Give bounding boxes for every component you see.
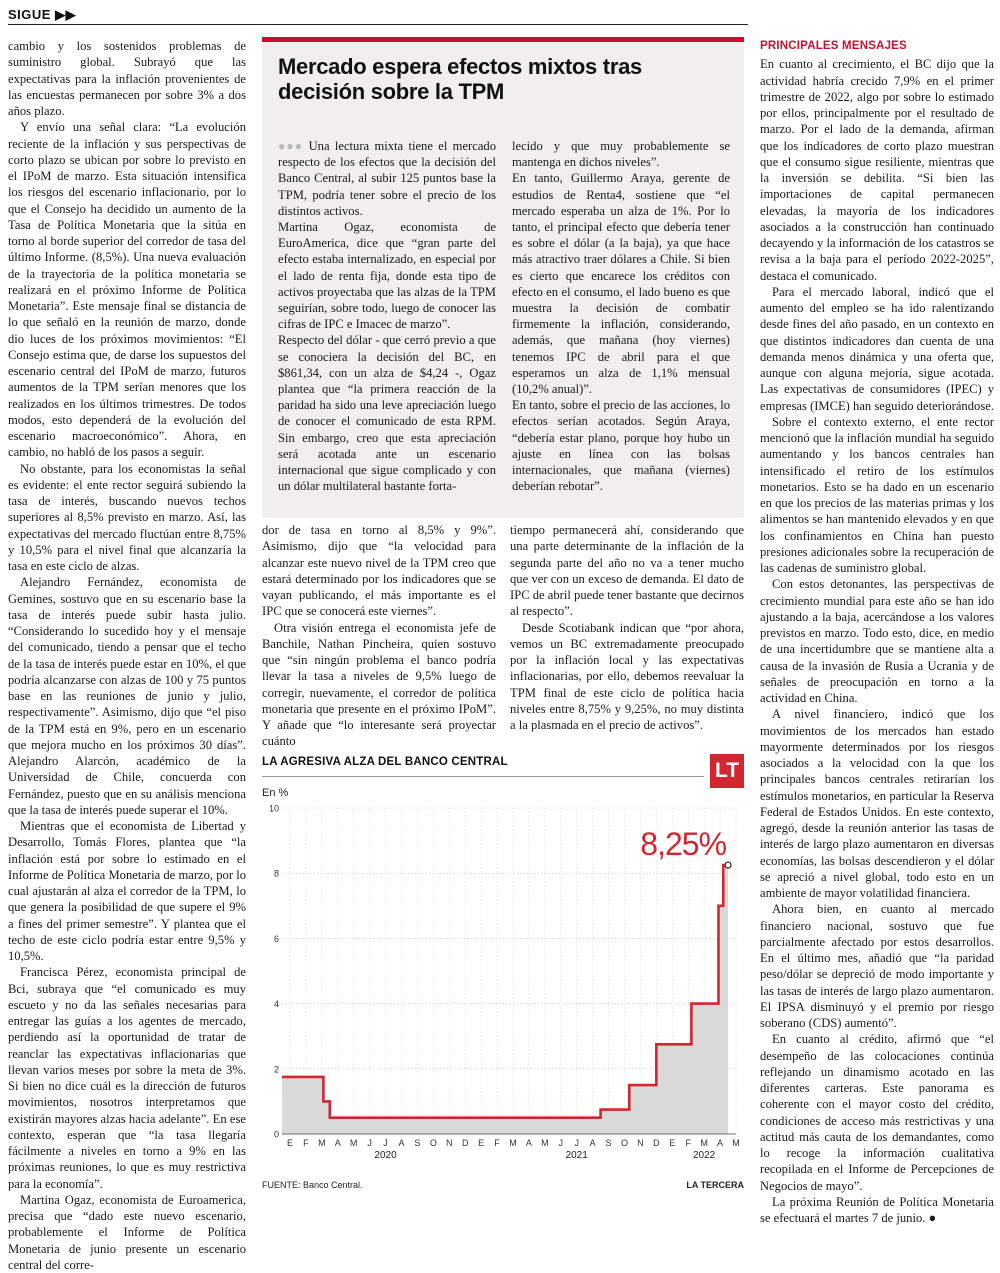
la-tercera-logo: LT xyxy=(710,754,744,788)
year-label: 2020 xyxy=(374,1150,397,1161)
x-tick-label: O xyxy=(429,1138,437,1148)
paragraph: Otra visión entrega el economista jefe de Banchile, Nathan Pincheira, quien sostuvo que “sin ningún problema el banco podría llevar la tasa a niveles de 9,5% luego de corregir, nuevamente, el corredor de política monetaria que presente en el próximo IPoM”. Y añade que “lo interesante será proyectar cuánto xyxy=(262,620,496,749)
x-tick-label: F xyxy=(494,1138,500,1148)
x-tick-label: A xyxy=(398,1138,405,1148)
x-tick-label: M xyxy=(541,1138,549,1148)
tpm-chart xyxy=(262,752,744,1198)
x-tick-label: N xyxy=(637,1138,644,1148)
paragraph: En cuanto al crecimiento, el BC dijo que la actividad habría crecido 7,9% en el primer trimestre de 2022, algo por sobre lo estimado por ellos, principalmente por el resultado de marzo. Por el lado de la demanda, afirman que los indicadores de corto plazo muestran que el consumo sigue resiliente, mientras que la inversión se debilita. “Si bien las importaciones de capital permanecen elevadas, la mayoría de los indicadores asociados a la construcción han continuado decayendo y la información de los catastros se revisa a la baja para el período 2022-2025”, destaca el comunicado. xyxy=(760,57,994,283)
tpm-area xyxy=(282,865,728,1134)
x-tick-label: E xyxy=(286,1138,293,1148)
x-tick-label: A xyxy=(525,1138,532,1148)
tpm-highlight-label: 8,25% xyxy=(640,826,727,863)
box-column-1 xyxy=(278,138,496,494)
chart-title: LA AGRESIVA ALZA DEL BANCO CENTRAL xyxy=(262,756,508,768)
paragraph: La próxima Reunión de Política Monetaria se efectuará el martes 7 de junio. ● xyxy=(760,1194,994,1225)
x-tick-label: S xyxy=(605,1138,612,1148)
paragraph: Martina Ogaz, economista de EuroAmerica, dice que “gran parte del efecto estaba internalizado, en especial por el lado de renta fija, donde esta tipo de activos proyectaba que las alzas de la TPM seguirían, sobre todo, luego de conocer las cifras de IPC e Imacec de marzo”. xyxy=(278,220,496,332)
paragraph: Para el mercado laboral, indicó que el aumento del empleo se ha ido ralentizando desde fines del año pasado, en un contexto en que distintos indicadores dan cuenta de una demanda menos dinámica y una oferta que, aunque con alguna mejoría, sigue acotada. Las expectativas de consumidores (IPEC) y empresas (IMCE) han seguido deteriorándose. xyxy=(760,284,994,413)
paragraph: Desde Scotiabank indican que “por ahora, vemos un BC extremadamente preocupado por la inflación local y las expectativas inflacionarias, por ello, debemos reevaluar la TPM final de este ciclo de política hacia niveles entre 8,75% y 9,25%, no muy distinta a la plasmada en el precio de activos”. xyxy=(510,620,744,732)
box-column-2 xyxy=(512,138,730,494)
section-heading: PRINCIPALES MENSAJES xyxy=(760,40,907,52)
y-tick-label: 6 xyxy=(273,933,279,944)
x-tick-label: J xyxy=(558,1138,564,1148)
x-tick-label: N xyxy=(446,1138,453,1148)
x-tick-label: O xyxy=(620,1138,628,1148)
x-tick-label: A xyxy=(334,1138,341,1148)
x-tick-label: J xyxy=(367,1138,372,1148)
year-label: 2022 xyxy=(693,1150,716,1161)
paragraph: En tanto, sobre el precio de las acciones, lo efectos serían acotados. Según Araya, “debería estar plano, porque hoy hubo un ajuste en línea con las bolsas internacionales, que mañana (viernes) deberían rebotar”. xyxy=(512,398,730,494)
x-tick-label: A xyxy=(589,1138,596,1148)
sidebar-box xyxy=(262,37,744,518)
x-tick-label: E xyxy=(478,1138,485,1148)
section-header xyxy=(8,6,748,25)
chart-source: FUENTE: Banco Central. xyxy=(262,1180,363,1190)
y-axis-label: En % xyxy=(262,787,289,799)
paragraph: Francisca Pérez, economista principal de Bci, subraya que “el comunicado es muy escueto y no da las señales necesarias para entregar las guías a los agentes de mercado, perdiendo así la oportunidad de tratar de reanclar las expectativas inflacionarias que llevan varios meses por sobre la meta de 3%. Si bien no dice cuál es la dirección de futuros movimientos, nosotros interpretamos que existirán mayores alzas hacia adelante”. En ese contexto, esperan que “la tasa llegaría fácilmente a niveles en torno a 9% en las próximas reuniones, lo que es muy restrictiva para la economía”. xyxy=(8,965,246,1191)
paragraph: Con estos detonantes, las perspectivas de crecimiento mundial para este año se han ido ajustando a la baja, acercándose a los valores previstos en marzo. Todo esto, dice, en medio de una incertidumbre que se mantiene alta a causa de la invasión de Rusia a Ucrania y de señales de preocupación en torno a la actividad en China. xyxy=(760,577,994,705)
paragraph: Alejandro Fernández, economista de Gemines, sostuvo que en su escenario base la tasa de interés puede subir hasta julio. “Considerando lo sucedido hoy y el mensaje del comunicado, tiendo a pensar que el techo de la tasa de interés puede estar en 10%, el que podría alcanzarse con alzas de 100 y 75 puntos base en las reuniones de junio y julio, respectivamente”. Asimismo, dijo que “el piso de la TPM está en 9%, pero en un escenario que mejora mucho en los próximos 30 días”. Alejandro Alarcón, académico de la Universidad de Chile, concuerda con Fernández, puesto que en su análisis menciona que la tasa de interés puede superar el 10%. xyxy=(8,575,246,817)
x-tick-label: D xyxy=(653,1138,660,1148)
middle-article-column-1 xyxy=(262,522,496,750)
paragraph: Y envío una señal clara: “La evolución reciente de la inflación y sus perspectivas de corto plazo se ubican por sobre lo previsto en el IPoM de marzo. Esta situación intensifica los riesgos del escenario inflacionario, por lo que el Consejo ha decidido un aumento de la Tasa de Política Monetaria que la sitúa en torno al borde superior del corredor de tasa del último Informe. (8,5%). Una nueva evaluación de la trayectoria de la política monetaria se realizará en el próximo Informe de Política Monetaria”. Este mensaje final se distancia de lo que señaló en la reunión de marzo, donde dio luces de los próximos movimientos: “El Consejo estima que, de darse los supuestos del escenario central del IPoM de marzo, futuros aumentos de la TPM serían menores que los realizados en los últimos trimestres. De todos modos, esto dependerá de la evolución del escenario macroeconómico”. Ahora, en cambio, no habló de los pasos a seguir. xyxy=(8,120,246,460)
x-tick-label: D xyxy=(461,1138,469,1148)
paragraph: lecido y que muy probablemente se mantenga en dichos niveles”. xyxy=(512,139,730,170)
year-label: 2021 xyxy=(565,1150,588,1161)
y-tick-label: 4 xyxy=(273,999,279,1010)
paragraph: Martina Ogaz, economista de Euroamerica, precisa que “dado este nuevo escenario, probablemente el Informe de Política Monetaria de junio presente un escenario central del corre- xyxy=(8,1192,246,1272)
paragraph: En cuanto al crédito, afirmó que “el desempeño de las colocaciones continúa reflejando un dinamismo acotado en las diferentes carteras. Este panorama es coherente con el mayor costo del crédito, condiciones de acceso más restrictivas y una actitud más cauta de los demandantes, como lo recoge la información cualitativa recopilada en el Informe de Percepciones de Negocios de mayo”. xyxy=(760,1032,994,1193)
x-tick-label: M xyxy=(318,1138,326,1148)
end-mark-icon: ● xyxy=(928,1211,937,1225)
paragraph: ●●● Una lectura mixta tiene el mercado respecto de los efectos que la decisión del Banco Central, al subir 125 puntos base la TPM, podría tener sobre el precio de los distintos activos. xyxy=(278,139,496,218)
paragraph: Respecto del dólar - que cerró previo a que se conociera la decisión del BC, en $861,34, con un alza de $4,24 -, Ogaz plantea que “la primera reacción de la paridad ha sido una leve apreciación luego de conocer el comunicado de esta RPM. Sin embargo, creo que esta apreciación será acotada ante un escenario internacional que sigue complicado y con un dólar multilateral bastante forta- xyxy=(278,333,496,494)
x-tick-label: E xyxy=(669,1138,676,1148)
bullet-dots-icon: ●●● xyxy=(278,139,304,153)
x-tick-label: M xyxy=(509,1138,517,1148)
paragraph: Ahora bien, en cuanto al mercado financiero nacional, sostuvo que fue parcialmente afectado por estos desarrollos. En el último mes, añadió que “la paridad peso/dólar se depreció de modo importante y las tasas de interés de largo plazo aumentaron. El IPSA disminuyó y el premio por riesgo soberano (CDS) aumentó”. xyxy=(760,902,994,1030)
paragraph: No obstante, para los economistas la señal es evidente: el ente rector seguirá subiendo la tasa de interés, buscando nuevos techos superiores al 8,5% previsto en marzo. Así, las expectativas del mercado fluctúan entre 8,75% y 10,5% para el nivel final que alcanzaría la tasa en este ciclo de alzas. xyxy=(8,461,246,573)
x-tick-label: S xyxy=(414,1138,421,1148)
chart-divider xyxy=(262,776,704,777)
tpm-endpoint-marker xyxy=(725,862,731,868)
paragraph: Sobre el contexto externo, el ente rector mencionó que la inflación mundial ha seguido aumentando y los bancos centrales han intensificado el retiro de los estímulos monetarios. Esto se ha dado en un escenario en que los precios de las materias primas y los alimentos se han mantenido elevados y en que los confinamientos en China han puesto presiones adicionales sobre la recuperación de las cadenas de suministro global. xyxy=(760,414,994,575)
x-tick-label: J xyxy=(574,1138,579,1148)
paragraph: dor de tasa en torno al 8,5% y 9%”. Asimismo, dijo que “la velocidad para alcanzar este nuevo nivel de la TPM creo que estará determinado por los indicadores que se vayan publicando, el más importante es el IPC que se conocerá este viernes”. xyxy=(262,523,496,619)
y-tick-label: 2 xyxy=(273,1064,279,1075)
x-tick-label: M xyxy=(349,1138,358,1148)
x-tick-label: J xyxy=(383,1138,388,1148)
continued-label: SIGUE ▶▶ xyxy=(8,7,77,22)
right-article-column xyxy=(760,38,994,1225)
publication-name: LA TERCERA xyxy=(686,1180,744,1190)
paragraph: tiempo permanecerá ahí, considerando que una parte determinante de la inflación de la segunda parte del año no va a tener mucho que ver con un exceso de demanda. El dato de IPC de abril puede tener bastante que decirnos al respecto”. xyxy=(510,523,744,619)
x-tick-label: F xyxy=(685,1138,691,1148)
paragraph: cambio y los sostenidos problemas de suministro global. Subrayó que las expectativas para la inflación provenientes de las encuestas permanecen por sobre 3% a dos años plazo. xyxy=(8,39,246,118)
paragraph: A nivel financiero, indicó que los movimientos de los mercados han estado mayormente determinados por los riesgos asociados a la velocidad con la que los principales bancos centrales retirarían los estímulos monetarios, en particular la Reserva Federal de Estados Unidos. En este contexto, agregó, desde la reunión anterior las tasas de interés de largo plazo aumentaron en diversas economías, las bolsas descendieron y el dólar se apreció a nivel global, todo esto en un ambiente de mayor volatilidad financiera. xyxy=(760,707,994,900)
left-article-column xyxy=(8,38,246,1272)
paragraph: Mientras que el economista de Libertad y Desarrollo, Tomás Flores, plantea que “la inflación está por sobre lo estimado en el Informe de Política Monetaria de marzo, por lo cual ajustarán al alza el corredor de la TPM, lo que genera la posibilidad de que supere el 9% a fines del primer semestre”. Y plantea que el techo de este ciclo podría estar entre 9,5% y 10,5%. xyxy=(8,819,246,963)
y-tick-label: 0 xyxy=(273,1129,279,1140)
x-tick-label: F xyxy=(303,1138,309,1148)
x-tick-label: A xyxy=(717,1138,724,1148)
x-tick-label: M xyxy=(700,1138,708,1148)
y-tick-label: 8 xyxy=(273,868,279,879)
chart-canvas xyxy=(262,788,744,1174)
middle-article-column-2 xyxy=(510,522,744,733)
y-tick-label: 10 xyxy=(268,803,279,814)
paragraph: En tanto, Guillermo Araya, gerente de estudios de Renta4, sostiene que “el mercado esperaba un alza de 1%. Por lo tanto, el principal efecto que debería tener es sobre el dólar (a la baja), ya que hace más atractivo traer dólares a Chile. Si bien es cierto que encarece los créditos con efecto en el consumo, el lado bueno es que muestra la decisión de combatir firmemente la inflación, considerando, además, que mañana (hoy viernes) tenemos IPC de abril para el que esperamos un alza de 1,1% mensual (10,2% anual)”. xyxy=(512,171,730,397)
x-tick-label: M xyxy=(732,1138,740,1148)
box-headline: Mercado espera efectos mixtos tras decisión sobre la TPM xyxy=(278,54,642,104)
